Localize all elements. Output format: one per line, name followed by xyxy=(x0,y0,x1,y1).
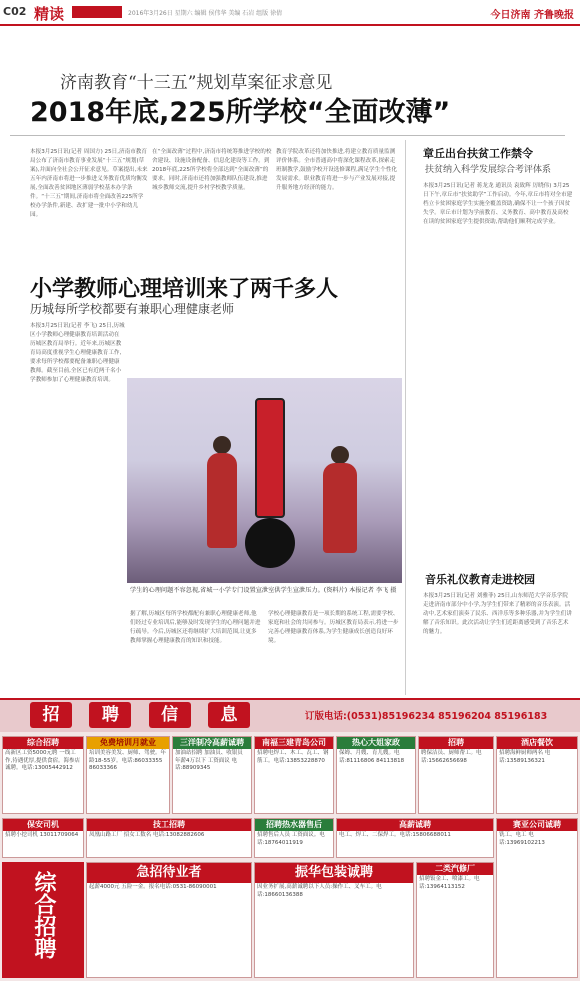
ad-box-body: 电工、焊工、二保焊工。电话:15806688011 xyxy=(339,832,451,838)
side-story-1-title: 章丘出台扶贫工作禁令 xyxy=(423,147,533,160)
ad-box-head: 酒店餐饮 xyxy=(497,737,577,749)
psych-col-1: 本报3月25日讯(记者 李飞) 25日,历城区小学教师心理健康教育培训活动在历城区教育局举行。近年来,历城区教育局高度重视学生心理健康教育工作,要求每所学校都要配备兼职心理健康教师。截至目前,全区已有近两千名小学教师参加了心理健康教育培训。 xyxy=(30,323,125,383)
section-name: 精读 xyxy=(34,5,65,23)
ad-side-banner xyxy=(2,862,84,978)
ad-box-head: 三洋制冷高薪诚聘 xyxy=(173,737,251,749)
divider xyxy=(10,135,565,136)
ads-title-char: 聘 xyxy=(89,702,131,728)
ads-title-char: 招 xyxy=(30,702,72,728)
section-bar xyxy=(72,6,122,18)
ad-box[interactable] xyxy=(86,818,252,858)
ad-box[interactable] xyxy=(416,862,494,978)
ad-box-body: 保姆、月嫂、育儿嫂。电话:81116806 84113818 xyxy=(339,750,405,764)
ad-box-body: 铣工、电工 电话:13969102213 xyxy=(499,832,545,846)
edition-meta: 2016年3月26日 星期六 编辑 侯伟华 美编 石岩 组版 徐倩 xyxy=(128,10,283,17)
ads-title xyxy=(30,702,250,728)
ad-box[interactable] xyxy=(172,736,252,814)
ad-box-head: 招聘 xyxy=(419,737,493,749)
ad-box-head: 振华包装诚聘 xyxy=(255,863,413,883)
ad-box[interactable] xyxy=(418,736,494,814)
psych-subtitle: 历城每所学校都要有兼职心理健康老师 xyxy=(30,302,235,316)
ad-box-body: 培训美容美发、厨师、驾驶。年龄18-55岁。电话:86033355 86033366 xyxy=(89,750,167,771)
ads-title-char: 息 xyxy=(208,702,250,728)
ad-box[interactable] xyxy=(496,818,578,978)
psych-title: 小学教师心理培训来了两千多人 xyxy=(30,277,339,302)
ad-box[interactable] xyxy=(86,736,170,814)
headline-kicker: 济南教育“十三五”规划草案征求意见 xyxy=(60,73,333,93)
ad-box-head: 综合招聘 xyxy=(3,737,83,749)
ad-box[interactable] xyxy=(86,862,252,978)
ad-box-body: 招聘小挖司机 13011709064 xyxy=(5,832,79,838)
ad-box[interactable] xyxy=(2,736,84,814)
ad-box[interactable] xyxy=(336,736,416,814)
ad-side-label: 综合招聘 xyxy=(31,871,56,959)
student-head xyxy=(331,446,349,464)
ad-box-head: 保安司机 xyxy=(3,819,83,831)
psych-col-2: 据了解,历城区每所学校都配有兼职心理健康老师,他们经过专业培训后,能够及时发现学生的心理问题并进行疏导。今后,历城区还将继续扩大培训范围,让更多教师掌握心理健康教育的知识和技能。 xyxy=(130,611,261,644)
student-head xyxy=(213,436,231,454)
ad-box[interactable] xyxy=(2,818,84,858)
ad-box-head: 高薪诚聘 xyxy=(337,819,493,831)
ad-box-body: 招聘海鲜厨师两名 电话:13589136321 xyxy=(499,750,551,764)
headline-title: 2018年底,225所学校“全面改薄” xyxy=(30,97,451,128)
ads-header xyxy=(0,700,580,732)
student-figure xyxy=(323,463,357,553)
ad-box-head: 急招待业者 xyxy=(87,863,251,883)
ad-box-body: 招聘钣金工、喷漆工。电话:13964113152 xyxy=(419,876,480,890)
article-col-1: 本报3月25日讯(记者 周国方) 25日,济南市教育局公布了济南市教育事业发展“十三五”规划(草案),并面向全社会公开征求意见。草案提出,未来五年内济南市将进一步推进义务教育优质均衡发展,全面改善贫困地区薄弱学校基本办学条件。“十三五”期间,济南市将全面改善225所学校办学条件,新建、改扩建一批中小学和幼儿园。 xyxy=(30,149,148,218)
column-divider xyxy=(405,140,406,695)
student-figure xyxy=(207,453,237,548)
page-number: C02 xyxy=(3,5,27,18)
ads-title-char: 信 xyxy=(149,702,191,728)
side-story-1-subtitle: 扶贫纳入科学发展综合考评体系 xyxy=(425,165,552,175)
news-photo xyxy=(127,378,402,583)
article-col-2: 在“全面改薄”过程中,济南市将统筹推进学校的校舍建设、设施设备配备、信息化建设等工作。到2018年底,225所学校将全部达到“全面改薄”的要求。同时,济南市还将加强教师队伍建设,推进城乡教师交流,提升乡村学校教学质量。 xyxy=(152,149,272,191)
ad-box-body: 加油站招聘 加油员、收银员 年薪4万以下 工资面议 电话:88909345 xyxy=(175,750,243,771)
ad-box-head: 热心大姐家政 xyxy=(337,737,415,749)
page-header xyxy=(0,0,580,26)
brand-logo: 今日济南 齐鲁晚报 xyxy=(490,10,574,21)
ad-box-body: 聘保洁员、厨师帮工。电话:15662656698 xyxy=(421,750,482,764)
ad-box-body: 招聘售后人员 工资面议。电话:18764011919 xyxy=(257,832,325,846)
ad-box-body: 凤凰山路工厂 招女工数名 电话:13082882606 xyxy=(89,832,205,838)
classified-ads xyxy=(0,698,580,981)
side-story-1-body: 本报3月25日讯(记者 蒋龙龙 通讯员 袁致辉 厉晓伟) 3月25日下午,章丘市“扶贫助学”工作启动。今年,章丘市将对全市建档立卡贫困家庭学生实施全覆盖资助,确保不让一个孩子因贫失学。章丘市计划为学前教育、义务教育、高中教育及高校在读的贫困家庭学生提供资助,帮助他们顺利完成学业。 xyxy=(423,183,573,225)
ad-box[interactable] xyxy=(336,818,494,858)
ad-box-head: 赛亚公司诚聘 xyxy=(497,819,577,831)
photo-caption: 学生的心理问题不容忽视,省城一小学专门设置宣泄室供学生宣泄压力。(资料片) 本报记者 李飞 摄 xyxy=(130,587,397,594)
ad-box-head: 二类汽修厂 xyxy=(417,863,493,875)
punching-bag-base xyxy=(245,518,295,568)
ad-box[interactable] xyxy=(254,862,414,978)
ad-box-body: 因业务扩展,高薪诚聘以下人员:操作工、叉车工。电话:18660136388 xyxy=(257,884,382,898)
ad-box[interactable] xyxy=(254,736,334,814)
ad-box-head: 南福三建青岛公司 xyxy=(255,737,333,749)
ad-box-body: 招聘电焊工、木工、瓦工、钢筋工。电话:13853228870 xyxy=(257,750,329,764)
ad-box[interactable] xyxy=(254,818,334,858)
side-story-2-title: 音乐礼仪教育走进校园 xyxy=(425,573,535,586)
ad-box[interactable] xyxy=(496,736,578,814)
ad-box-head: 招聘热水器售后 xyxy=(255,819,333,831)
side-story-2-body: 本报3月25日讯(记者 刘雅菲) 25日,山东师范大学音乐学院走进济南市部分中小学,为学生们带来了精彩的音乐表演。活动中,艺术家们演奏了民乐、西洋乐等多种乐器,并为学生们讲解了音乐知识。此次活动让学生们近距离感受到了音乐艺术的魅力。 xyxy=(423,593,572,635)
ad-box-body: 起薪4000元 五险一金。报名电话:0531-86090001 xyxy=(89,884,217,890)
ad-box-head: 免费培训月就业 xyxy=(87,737,169,749)
article-col-3: 教育学院改革还将加快推进,将建立教育质量监测评价体系。全市普通高中将深化课程改革,探索走班制教学,鼓励学校开设选修课程,满足学生个性化发展需求。职业教育将进一步与产业发展对接,提升服务地方经济的能力。 xyxy=(276,149,398,191)
psych-col-3: 学校心理健康教育是一项长期的系统工程,需要学校、家庭和社会的共同参与。历城区教育局表示,将进一步完善心理健康教育体系,为学生健康成长创造良好环境。 xyxy=(268,611,399,644)
ad-box-head: 技工招聘 xyxy=(87,819,251,831)
ads-phone: 订版电话:(0531)85196234 85196204 85196183 xyxy=(305,711,548,722)
ad-box-body: 高新区工资5000元聘 一线工作,待遇优厚,提供食宿。海参店诚聘。电话:13005442912 xyxy=(5,750,80,771)
punching-bag xyxy=(255,398,285,518)
